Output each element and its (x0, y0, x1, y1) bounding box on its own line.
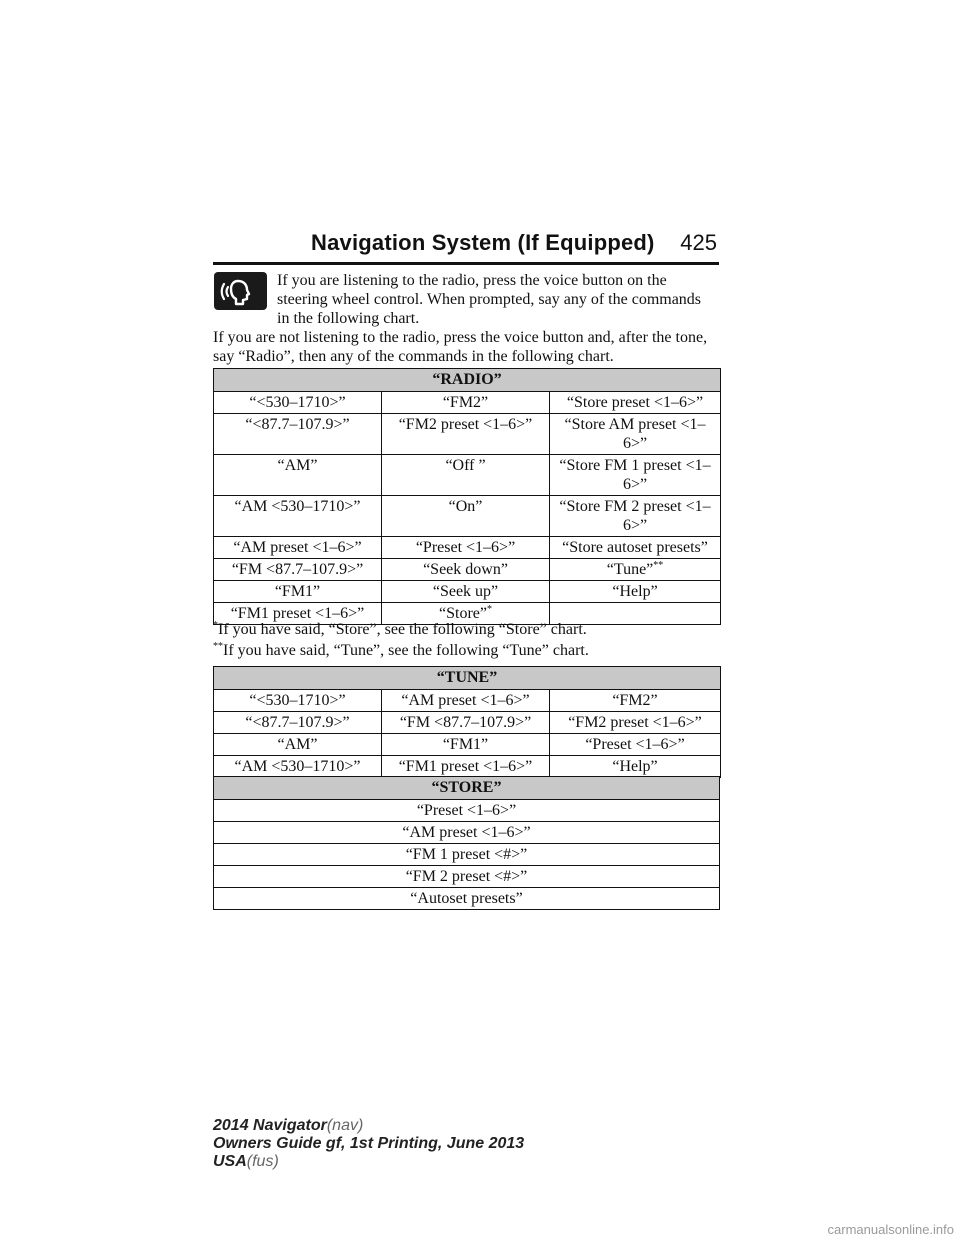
table-cell: “Autoset presets” (214, 888, 720, 910)
store-table-title: “STORE” (214, 777, 720, 800)
table-cell: “FM 2 preset <#>” (214, 866, 720, 888)
footer-model-code: (nav) (326, 1117, 364, 1134)
table-cell: “Off ” (382, 455, 550, 496)
table-cell: “Preset <1–6>” (382, 537, 550, 559)
table-cell: “FM <87.7–107.9>” (382, 712, 550, 734)
table-cell: “On” (382, 496, 550, 537)
table-cell: “FM1 preset <1–6>” (214, 603, 382, 625)
store-command: “Store” (439, 605, 487, 622)
table-cell: “<530–1710>” (214, 392, 382, 414)
table-row (214, 888, 720, 910)
footnote-tune (213, 641, 589, 660)
table-row (214, 392, 721, 414)
page-number: 425 (680, 230, 717, 255)
table-cell: “FM1 preset <1–6>” (382, 756, 550, 778)
table-row (214, 414, 721, 455)
store-commands-table (213, 776, 720, 910)
table-row (214, 712, 721, 734)
table-row (214, 734, 721, 756)
table-cell: “Seek down” (382, 559, 550, 581)
table-row (214, 866, 720, 888)
table-cell: “AM” (214, 734, 382, 756)
footnote-text: If you have said, “Tune”, see the following “Tune” chart. (223, 642, 589, 659)
table-cell: “Help” (550, 581, 721, 603)
table-row (214, 756, 721, 778)
table-cell: “FM 1 preset <#>” (214, 844, 720, 866)
table-cell: “Preset <1–6>” (550, 734, 721, 756)
radio-commands-table (213, 368, 721, 625)
footnote-mark-single: * (486, 604, 492, 615)
watermark[interactable]: carmanualsonline.info (827, 1222, 954, 1237)
table-cell: “AM” (214, 455, 382, 496)
table-row (214, 455, 721, 496)
tune-command: “Tune” (606, 561, 654, 578)
table-cell: “AM <530–1710>” (214, 756, 382, 778)
intro-paragraph-not-listening: If you are not listening to the radio, press the voice button and, after the tone, say “Radio”, then any of the commands in the following chart. (213, 329, 708, 365)
table-cell: “FM2 preset <1–6>” (382, 414, 550, 455)
table-cell: “Store AM preset <1–6>” (550, 414, 721, 455)
table-cell: “Help” (550, 756, 721, 778)
table-row (214, 496, 721, 537)
page-footer (213, 1117, 524, 1171)
table-row (214, 537, 721, 559)
table-cell: “Store FM 2 preset <1–6>” (550, 496, 721, 537)
table-cell: “FM1” (214, 581, 382, 603)
footnote-mark: * (213, 620, 218, 631)
table-cell: “AM preset <1–6>” (214, 537, 382, 559)
footnote-mark: ** (213, 641, 223, 652)
table-cell (550, 559, 721, 581)
intro-paragraph-listening: If you are listening to the radio, press the voice button on the steering wheel control. When prompted, say any of the commands in the following chart. (277, 272, 702, 327)
footnote-store (213, 620, 587, 639)
table-cell: “<87.7–107.9>” (214, 712, 382, 734)
footer-line-model (213, 1117, 524, 1135)
table-row (214, 800, 720, 822)
footer-region: USA (213, 1153, 247, 1170)
table-cell: “AM preset <1–6>” (214, 822, 720, 844)
footer-region-code: (fus) (246, 1153, 279, 1170)
table-cell: “<530–1710>” (214, 690, 382, 712)
table-row (214, 690, 721, 712)
table-cell: “FM2” (382, 392, 550, 414)
table-cell: “Preset <1–6>” (214, 800, 720, 822)
table-cell: “Store preset <1–6>” (550, 392, 721, 414)
footer-model: 2014 Navigator (213, 1117, 327, 1134)
table-cell: “Seek up” (382, 581, 550, 603)
table-cell: “Store FM 1 preset <1–6>” (550, 455, 721, 496)
section-title: Navigation System (If Equipped) (311, 230, 655, 255)
table-cell: “FM <87.7–107.9>” (214, 559, 382, 581)
table-cell: “FM1” (382, 734, 550, 756)
table-row (214, 822, 720, 844)
tune-table-title: “TUNE” (214, 667, 721, 690)
footnote-text: If you have said, “Store”, see the following “Store” chart. (218, 621, 587, 638)
footer-line-region (213, 1153, 524, 1171)
footnote-mark-double: ** (653, 560, 664, 571)
table-row (214, 559, 721, 581)
footer-line-guide (213, 1135, 524, 1153)
table-cell: “FM2” (550, 690, 721, 712)
tune-commands-table (213, 666, 721, 778)
table-cell: “AM <530–1710>” (214, 496, 382, 537)
table-cell: “FM2 preset <1–6>” (550, 712, 721, 734)
table-cell: “<87.7–107.9>” (214, 414, 382, 455)
table-row (214, 844, 720, 866)
footer-guide: Owners Guide gf, 1st Printing, June 2013 (213, 1135, 525, 1152)
page-header (213, 228, 719, 265)
table-row (214, 581, 721, 603)
voice-command-icon (214, 272, 267, 310)
radio-table-title: “RADIO” (214, 369, 721, 392)
table-cell: “Store autoset presets” (550, 537, 721, 559)
table-cell: “AM preset <1–6>” (382, 690, 550, 712)
